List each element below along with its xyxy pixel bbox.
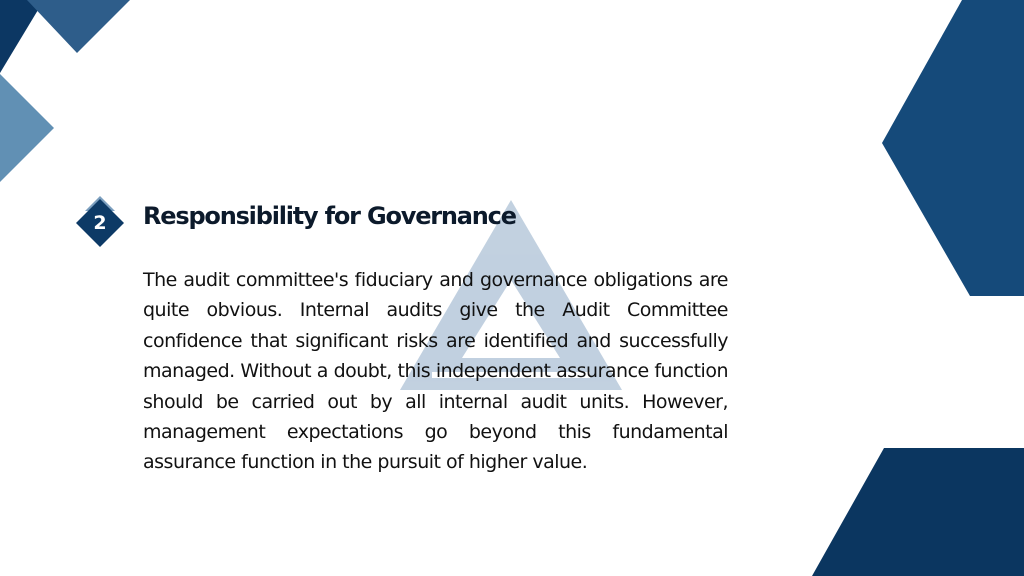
- top-left-light-diamond: [0, 74, 54, 182]
- section-number: 2: [93, 212, 107, 234]
- bottom-right-parallelogram: [812, 448, 1024, 576]
- top-left-mid-diamond: [27, 0, 130, 53]
- section-title: Responsibility for Governance: [143, 202, 516, 230]
- body-paragraph: The audit committee's fiduciary and governance obligations are quite obvious. Internal audits give the Audit Committee confidence that significant risks are identified and successfully managed. Without a doubt, this independent assurance function should be carried out by all internal audit units. However, management expectations go beyond this fundamental assurance function in the pursuit of higher value.: [143, 269, 728, 474]
- right-hexagon-shape: [882, 0, 1024, 296]
